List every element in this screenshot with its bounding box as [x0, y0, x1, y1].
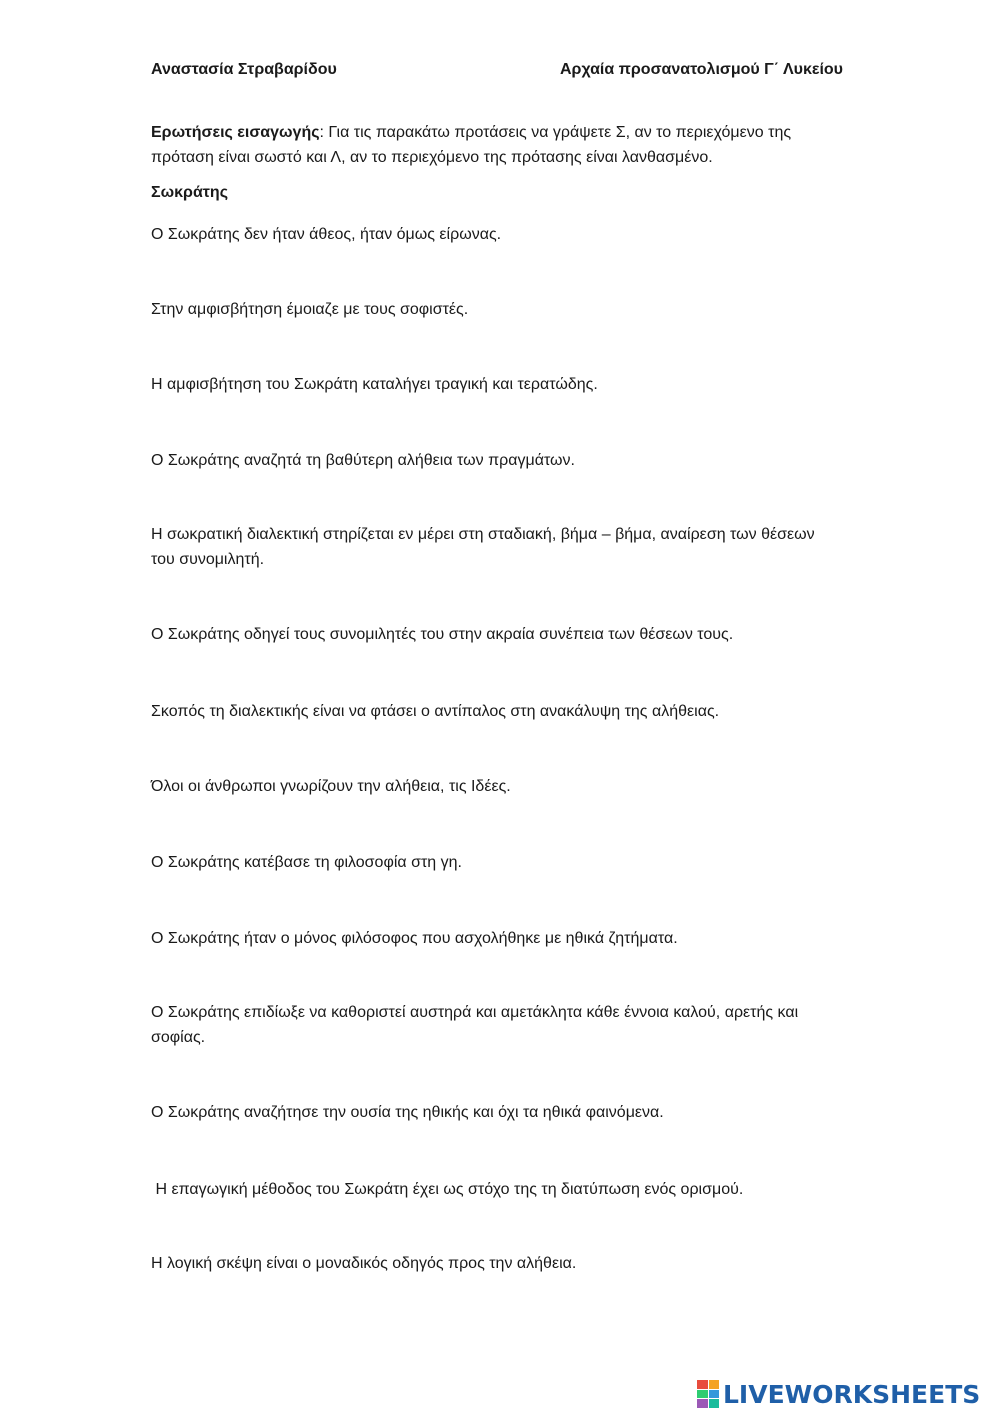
author-name: Αναστασία Στραβαρίδου: [151, 61, 337, 78]
question-13: Η επαγωγική μέθοδος του Σωκράτη έχει ως στόχο της τη διατύπωση ενός ορισμού.: [151, 1181, 744, 1198]
question-4: Ο Σωκράτης αναζητά τη βαθύτερη αλήθεια των πραγμάτων.: [151, 452, 575, 469]
course-title: Αρχαία προσανατολισμού Γ΄ Λυκείου: [560, 61, 843, 78]
section-title: Σωκράτης: [151, 184, 229, 201]
instructions-label: Ερωτήσεις εισαγωγής: [151, 124, 320, 141]
liveworksheets-logo: [697, 1377, 980, 1411]
question-9: Ο Σωκράτης κατέβασε τη φιλοσοφία στη γη.: [151, 854, 462, 871]
question-14: Η λογική σκέψη είναι ο μοναδικός οδηγός προς την αλήθεια.: [151, 1255, 577, 1272]
logo-text: LIVEWORKSHEETS: [723, 1379, 981, 1409]
question-10: Ο Σωκράτης ήταν ο μόνος φιλόσοφος που ασχολήθηκε με ηθικά ζητήματα.: [151, 930, 678, 947]
instructions: [151, 120, 841, 170]
logo-mark-icon: [697, 1380, 719, 1408]
question-7: Σκοπός τη διαλεκτικής είναι να φτάσει ο αντίπαλος στη ανακάλυψη της αλήθειας.: [151, 703, 720, 720]
question-8: Όλοι οι άνθρωποι γνωρίζουν την αλήθεια, τις Ιδέες.: [151, 778, 511, 795]
question-6: Ο Σωκράτης οδηγεί τους συνομιλητές του στην ακραία συνέπεια των θέσεων τους.: [151, 626, 734, 643]
question-5: Η σωκρατική διαλεκτική στηρίζεται εν μέρει στη σταδιακή, βήμα – βήμα, αναίρεση των θέσεων του συνομιλητή.: [151, 526, 815, 568]
instructions-text: : Για τις παρακάτω προτάσεις να γράψετε Σ, αν το περιεχόμενο της πρόταση είναι σωστό και Λ, αν το περιεχόμενο της πρότασης είναι λανθασμένο.: [151, 124, 792, 166]
question-3: Η αμφισβήτηση του Σωκράτη καταλήγει τραγική και τερατώδης.: [151, 376, 598, 393]
question-12: Ο Σωκράτης αναζήτησε την ουσία της ηθικής και όχι τα ηθικά φαινόμενα.: [151, 1104, 664, 1121]
question-2: Στην αμφισβήτηση έμοιαζε με τους σοφιστές.: [151, 301, 469, 318]
question-11: Ο Σωκράτης επιδίωξε να καθοριστεί αυστηρά και αμετάκλητα κάθε έννοια καλού, αρετής και σοφίας.: [151, 1004, 799, 1046]
question-1: Ο Σωκράτης δεν ήταν άθεος, ήταν όμως είρωνας.: [151, 226, 502, 243]
